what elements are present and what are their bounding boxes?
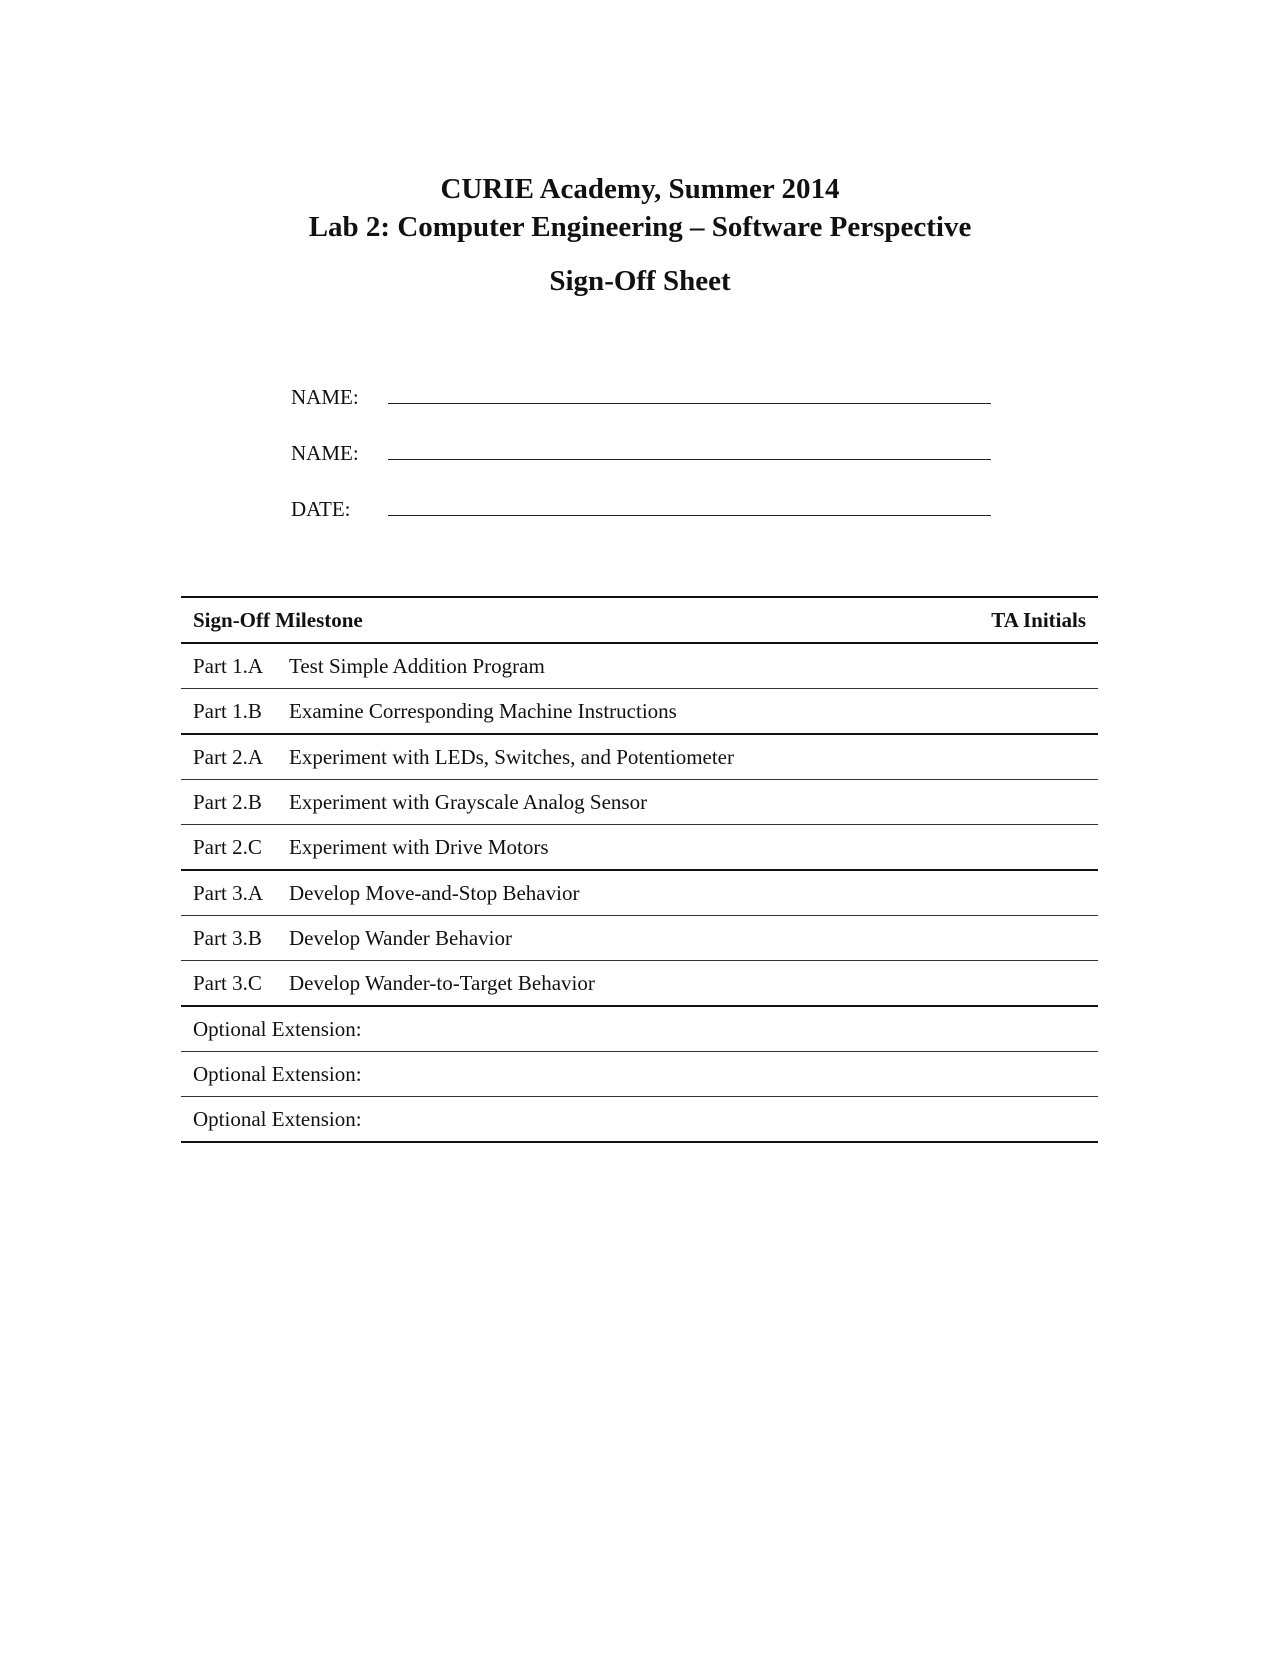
lab-title: Lab 2: Computer Engineering – Software Perspective bbox=[308, 211, 972, 243]
part-number: Part 2.A bbox=[181, 734, 277, 780]
table-row bbox=[181, 643, 1098, 689]
milestone-task: Develop Move-and-Stop Behavior bbox=[277, 870, 954, 916]
part-number: Part 3.C bbox=[181, 961, 277, 1007]
name-field-1 bbox=[291, 383, 991, 439]
part-number: Part 3.B bbox=[181, 916, 277, 961]
part-number: Part 1.B bbox=[181, 689, 277, 735]
ta-initials-cell bbox=[954, 734, 1098, 780]
ta-initials-cell bbox=[954, 689, 1098, 735]
table-row bbox=[181, 870, 1098, 916]
table-row bbox=[181, 916, 1098, 961]
milestone-task: Test Simple Addition Program bbox=[277, 643, 954, 689]
table-row bbox=[181, 780, 1098, 825]
milestone-task: Experiment with Drive Motors bbox=[277, 825, 954, 871]
milestone-task: Experiment with LEDs, Switches, and Potentiometer bbox=[277, 734, 954, 780]
ta-initials-cell bbox=[954, 1052, 1098, 1097]
table-row bbox=[181, 961, 1098, 1007]
document-header bbox=[0, 170, 1280, 300]
name-field-2 bbox=[291, 439, 991, 495]
optional-extension-label: Optional Extension: bbox=[181, 1052, 954, 1097]
table-row bbox=[181, 689, 1098, 735]
course-title: CURIE Academy, Summer 2014 bbox=[440, 173, 840, 205]
optional-extension-row bbox=[181, 1097, 1098, 1143]
ta-initials-cell bbox=[954, 1006, 1098, 1052]
date-field bbox=[291, 495, 991, 551]
field-label: NAME: bbox=[291, 385, 359, 409]
field-label: DATE: bbox=[291, 497, 351, 521]
sheet-title: Sign-Off Sheet bbox=[549, 265, 731, 297]
milestone-column-header: Sign-Off Milestone bbox=[181, 597, 954, 643]
optional-extension-row bbox=[181, 1052, 1098, 1097]
ta-initials-cell bbox=[954, 961, 1098, 1007]
milestone-task: Experiment with Grayscale Analog Sensor bbox=[277, 780, 954, 825]
part-number: Part 2.B bbox=[181, 780, 277, 825]
part-number: Part 2.C bbox=[181, 825, 277, 871]
signature-fields bbox=[291, 383, 991, 551]
part-number: Part 1.A bbox=[181, 643, 277, 689]
table-row bbox=[181, 825, 1098, 871]
ta-initials-cell bbox=[954, 1097, 1098, 1143]
milestone-task: Examine Corresponding Machine Instructions bbox=[277, 689, 954, 735]
date-line bbox=[388, 515, 991, 516]
ta-initials-cell bbox=[954, 780, 1098, 825]
ta-initials-cell bbox=[954, 643, 1098, 689]
table-row bbox=[181, 734, 1098, 780]
optional-extension-label: Optional Extension: bbox=[181, 1097, 954, 1143]
ta-initials-cell bbox=[954, 870, 1098, 916]
field-label: NAME: bbox=[291, 441, 359, 465]
table-header-row bbox=[181, 597, 1098, 643]
ta-initials-cell bbox=[954, 825, 1098, 871]
milestone-task: Develop Wander Behavior bbox=[277, 916, 954, 961]
optional-extension-label: Optional Extension: bbox=[181, 1006, 954, 1052]
part-number: Part 3.A bbox=[181, 870, 277, 916]
ta-initials-column-header: TA Initials bbox=[954, 597, 1098, 643]
name-line-1 bbox=[388, 403, 991, 404]
ta-initials-cell bbox=[954, 916, 1098, 961]
name-line-2 bbox=[388, 459, 991, 460]
milestone-task: Develop Wander-to-Target Behavior bbox=[277, 961, 954, 1007]
optional-extension-row bbox=[181, 1006, 1098, 1052]
milestone-table bbox=[181, 596, 1098, 1143]
